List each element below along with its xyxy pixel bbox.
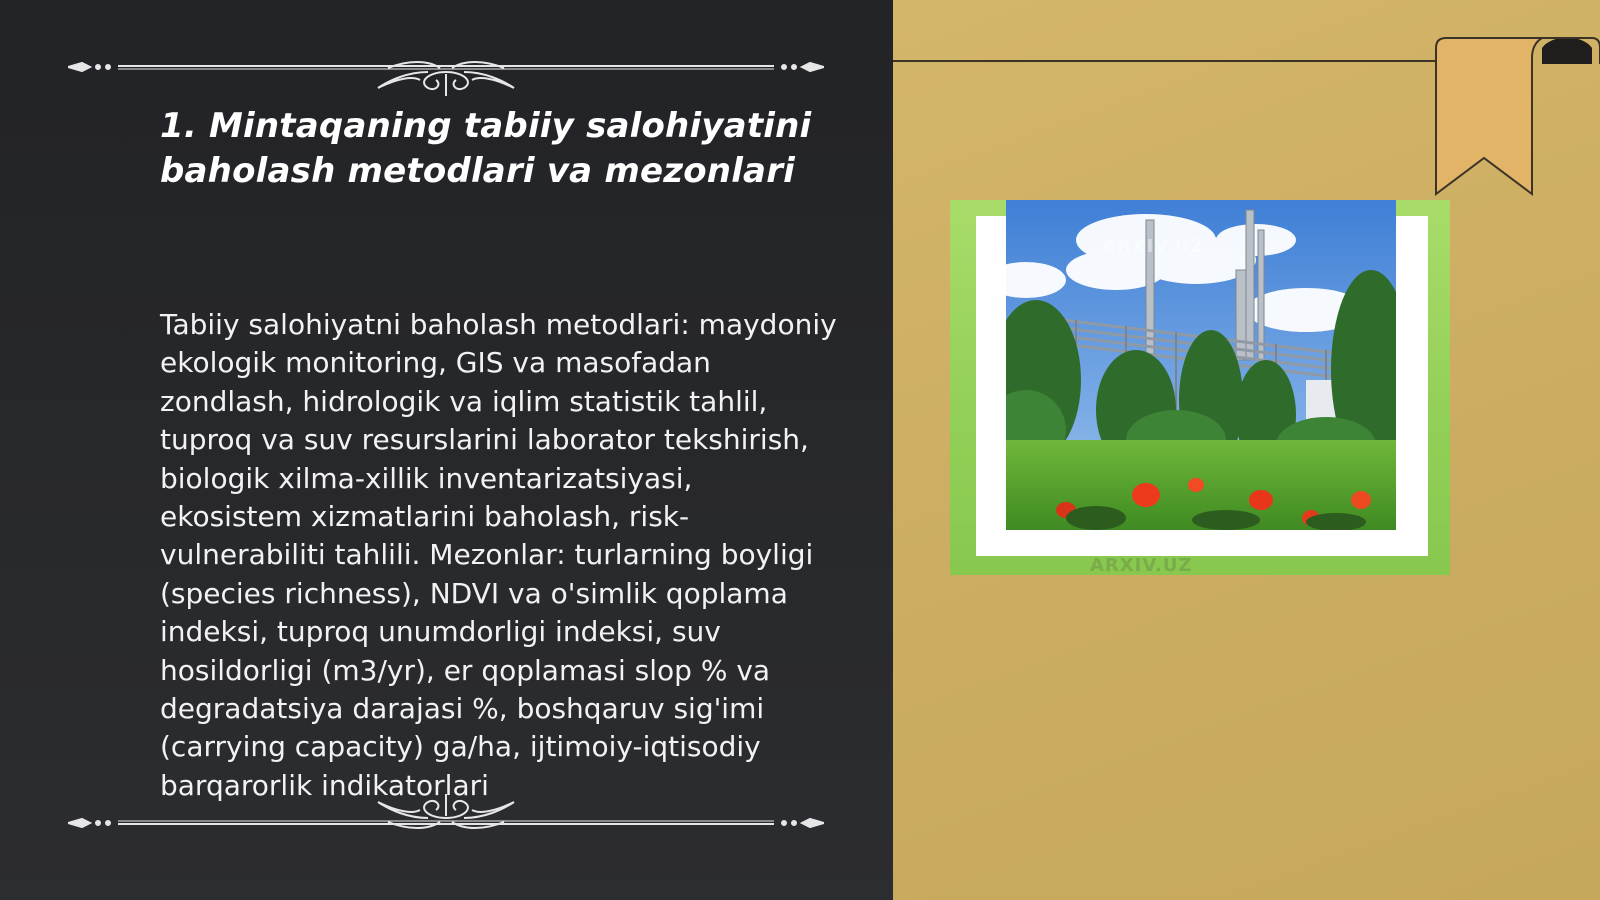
- ornament-divider-icon: [68, 38, 824, 98]
- slide-body-text: Tabiiy salohiyatni baholash metodlari: maydoniy ekologik monitoring, GIS va masofadan zondlash, hidrologik va iqlim statistik tahlil, tuproq va suv resurslarini laborator tekshirish, biologik xilma-xillik inventarizatsiyasi, ekosistem xizmatlarini baholash, risk-vulnerabiliti tahlili. Mezonlar: turlarning boyligi (species richness), NDVI va o'simlik qoplama indeksi, tuproq unumdorligi indeksi, suv hosildorligi (m3/yr), er qoplamasi slop % va degradatsiya darajasi %, boshqaruv sig'imi (carrying capacity) ga/ha, ijtimoiy-iqtisodiy barqarorlik indikatorlari: [160, 308, 837, 802]
- divider-line: [893, 60, 1438, 62]
- ornament-divider-icon: [68, 780, 824, 840]
- slide-title: 1. Mintaqaning tabiiy salohiyatini baholash metodlari va mezonlari: [160, 106, 812, 191]
- photo-watermark: ARXIV.UZ: [1102, 236, 1205, 257]
- bookmark-ribbon-icon: [1432, 34, 1600, 200]
- photo-watermark: ARXIV.UZ: [1090, 555, 1193, 576]
- photo-frame: [950, 200, 1450, 575]
